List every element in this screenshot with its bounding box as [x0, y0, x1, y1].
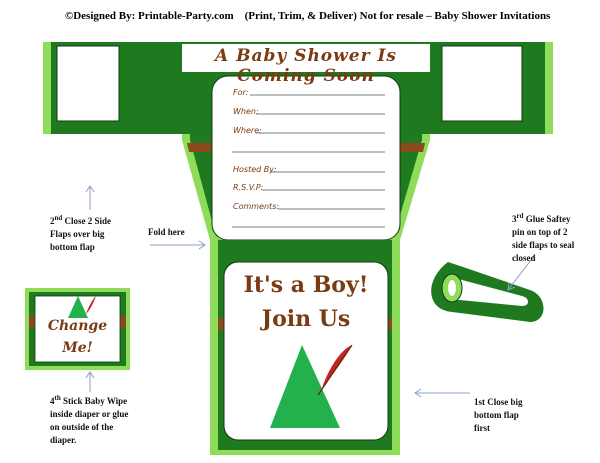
left-edge-trim	[43, 42, 51, 134]
left-photo-window	[57, 46, 119, 121]
wipe-me-text: Me!	[62, 340, 93, 356]
field-hosted-by: Hosted By:	[233, 165, 277, 174]
instruction-step4: 4th Stick Baby Wipe inside diaper or glue on outside of the diaper.	[50, 394, 129, 445]
boy-title: It's a Boy!	[243, 272, 369, 298]
field-where: Where:	[233, 126, 262, 135]
wipe-change-text: Change	[47, 318, 108, 334]
field-when: When:	[233, 107, 259, 116]
join-us-text: Join Us	[261, 306, 351, 332]
right-photo-window	[442, 46, 522, 121]
instruction-step1: 1st Close big bottom flap first	[474, 397, 523, 433]
field-for: For:	[233, 88, 249, 97]
field-comments: Comments:	[233, 202, 280, 211]
info-card	[212, 76, 400, 240]
field-rsvp: R.S.V.P:	[233, 183, 264, 192]
usage-notice: (Print, Trim, & Deliver) Not for resale – Baby Shower Invitations	[244, 10, 551, 22]
instruction-fold: Fold here	[148, 227, 185, 237]
safety-pin-icon	[431, 262, 543, 322]
right-edge-trim	[545, 42, 553, 134]
banner-title: A Baby Shower Is Coming Soon	[215, 46, 397, 86]
instruction-step3: 3rd Glue Saftey pin on top of 2 side flaps to seal closed	[512, 212, 575, 263]
designer-credit: ©Designed By: Printable-Party.com	[65, 10, 234, 22]
instruction-step2: 2nd Close 2 Side Flaps over big bottom flap	[50, 214, 112, 252]
